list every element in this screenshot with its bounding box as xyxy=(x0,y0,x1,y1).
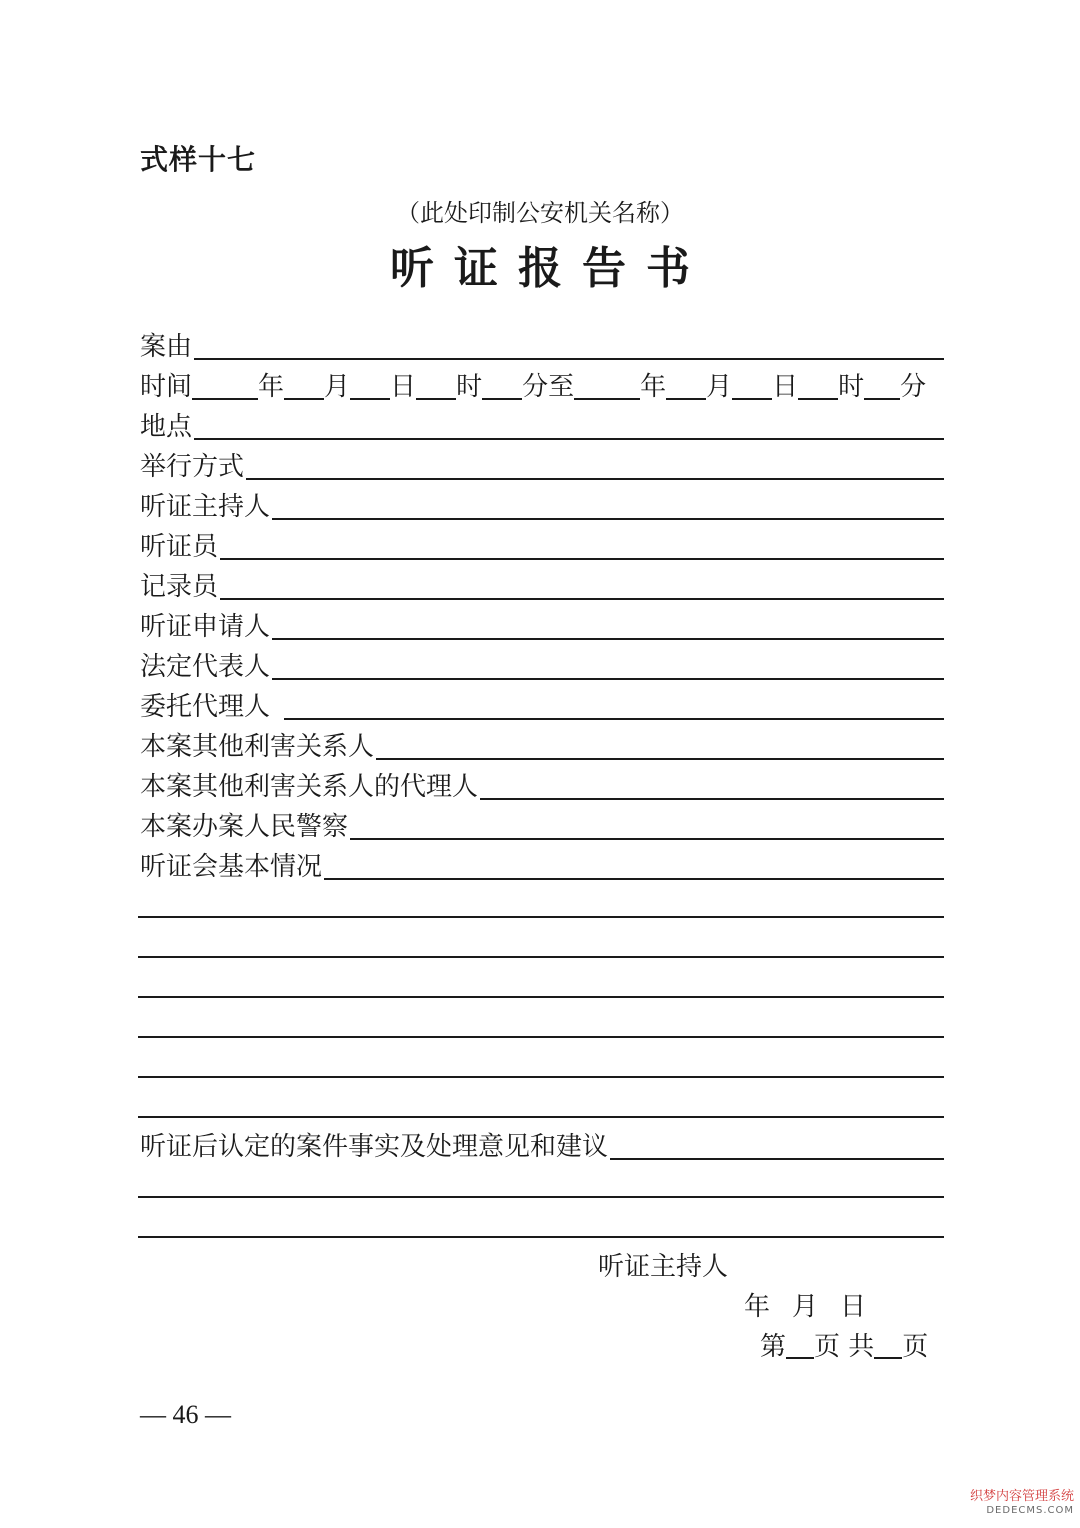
field-blank-line[interactable] xyxy=(220,598,944,600)
field-hearing-host xyxy=(140,486,944,522)
time-unit: 分至 xyxy=(522,372,575,402)
time-unit: 日 xyxy=(390,372,417,402)
field-label: 听证后认定的案件事实及处理意见和建议 xyxy=(140,1132,609,1162)
field-conclusion xyxy=(140,1126,944,1162)
time-blank-day-end[interactable] xyxy=(732,398,772,400)
field-blank-line[interactable] xyxy=(272,678,944,680)
page-total-blank[interactable] xyxy=(874,1357,902,1359)
signature-date xyxy=(744,1286,888,1323)
date-year-label: 年 xyxy=(744,1292,771,1322)
field-location xyxy=(140,406,944,442)
field-hearing-officer xyxy=(140,526,944,562)
time-unit: 时 xyxy=(838,372,865,402)
field-interested-party-agent xyxy=(140,766,944,802)
conclusion-blank-line[interactable] xyxy=(138,1236,944,1238)
field-recorder xyxy=(140,566,944,602)
field-label: 本案其他利害关系人 xyxy=(140,732,375,762)
field-label: 听证会基本情况 xyxy=(140,852,323,882)
time-blank-hour-start[interactable] xyxy=(416,398,456,400)
field-blank-line[interactable] xyxy=(480,798,944,800)
field-entrusted-agent xyxy=(140,686,944,722)
page-count-mid: 页 共 xyxy=(814,1332,875,1362)
field-blank-line[interactable] xyxy=(376,758,944,760)
time-blank-month-end[interactable] xyxy=(666,398,706,400)
watermark-line1: 织梦内容管理系统 xyxy=(969,1489,1074,1504)
time-blank-minute-end[interactable] xyxy=(864,398,900,400)
time-blank-year-end[interactable] xyxy=(574,398,640,400)
field-label: 法定代表人 xyxy=(140,652,271,682)
time-unit: 年 xyxy=(640,372,667,402)
field-hearing-summary xyxy=(140,846,944,882)
field-applicant xyxy=(140,606,944,642)
field-blank-line[interactable] xyxy=(284,718,944,720)
field-blank-line[interactable] xyxy=(220,558,944,560)
time-blank-year-start[interactable] xyxy=(192,398,258,400)
field-label: 地点 xyxy=(140,412,193,442)
field-label: 本案办案人民警察 xyxy=(140,812,349,842)
watermark xyxy=(970,1490,1074,1518)
form-code: 式样十七 xyxy=(140,143,257,176)
field-label: 记录员 xyxy=(140,572,219,602)
page-number: — 46 — xyxy=(140,1400,231,1429)
summary-blank-line[interactable] xyxy=(138,916,944,918)
field-legal-representative xyxy=(140,646,944,682)
time-blank-hour-end[interactable] xyxy=(798,398,838,400)
signature-host-label: 听证主持人 xyxy=(598,1252,729,1282)
field-blank-line[interactable] xyxy=(194,358,944,360)
conclusion-blank-line[interactable] xyxy=(138,1196,944,1198)
time-blank-minute-start[interactable] xyxy=(482,398,522,400)
field-label: 听证员 xyxy=(140,532,219,562)
field-blank-line[interactable] xyxy=(272,638,944,640)
summary-blank-line[interactable] xyxy=(138,1036,944,1038)
field-label: 举行方式 xyxy=(140,452,245,482)
field-case-reason xyxy=(140,326,944,362)
summary-blank-line[interactable] xyxy=(138,956,944,958)
summary-blank-line[interactable] xyxy=(138,996,944,998)
field-interested-party xyxy=(140,726,944,762)
time-blank-day-start[interactable] xyxy=(350,398,390,400)
date-day-label: 日 xyxy=(840,1292,867,1322)
page-current-blank[interactable] xyxy=(786,1357,814,1359)
field-blank-line[interactable] xyxy=(272,518,944,520)
time-unit: 分 xyxy=(900,372,927,402)
document-title: 听证报告书 xyxy=(390,243,710,294)
summary-blank-line[interactable] xyxy=(138,1116,944,1118)
summary-blank-line[interactable] xyxy=(138,1076,944,1078)
organization-name-note: （此处印制公安机关名称） xyxy=(396,199,684,227)
field-label: 听证申请人 xyxy=(140,612,271,642)
field-label: 时间 xyxy=(140,372,193,402)
time-unit: 月 xyxy=(706,372,733,402)
page-count-suffix: 页 xyxy=(902,1332,929,1362)
time-unit: 年 xyxy=(258,372,285,402)
page-count xyxy=(760,1326,928,1363)
field-label: 本案其他利害关系人的代理人 xyxy=(140,772,479,802)
field-hearing-mode xyxy=(140,446,944,482)
field-label: 委托代理人 xyxy=(140,692,271,722)
watermark-line2: DEDECMS.COM xyxy=(986,1505,1074,1516)
field-label: 案由 xyxy=(140,332,193,362)
field-blank-line[interactable] xyxy=(194,438,944,440)
field-blank-line[interactable] xyxy=(324,878,944,880)
field-case-officer xyxy=(140,806,944,842)
date-month-label: 月 xyxy=(792,1292,819,1322)
time-unit: 时 xyxy=(456,372,483,402)
time-unit: 日 xyxy=(772,372,799,402)
field-label: 听证主持人 xyxy=(140,492,271,522)
field-blank-line[interactable] xyxy=(610,1158,944,1160)
time-unit: 月 xyxy=(324,372,351,402)
page-count-prefix: 第 xyxy=(760,1332,787,1362)
field-blank-line[interactable] xyxy=(246,478,944,480)
field-time xyxy=(140,366,944,402)
time-blank-month-start[interactable] xyxy=(284,398,324,400)
field-blank-line[interactable] xyxy=(350,838,944,840)
